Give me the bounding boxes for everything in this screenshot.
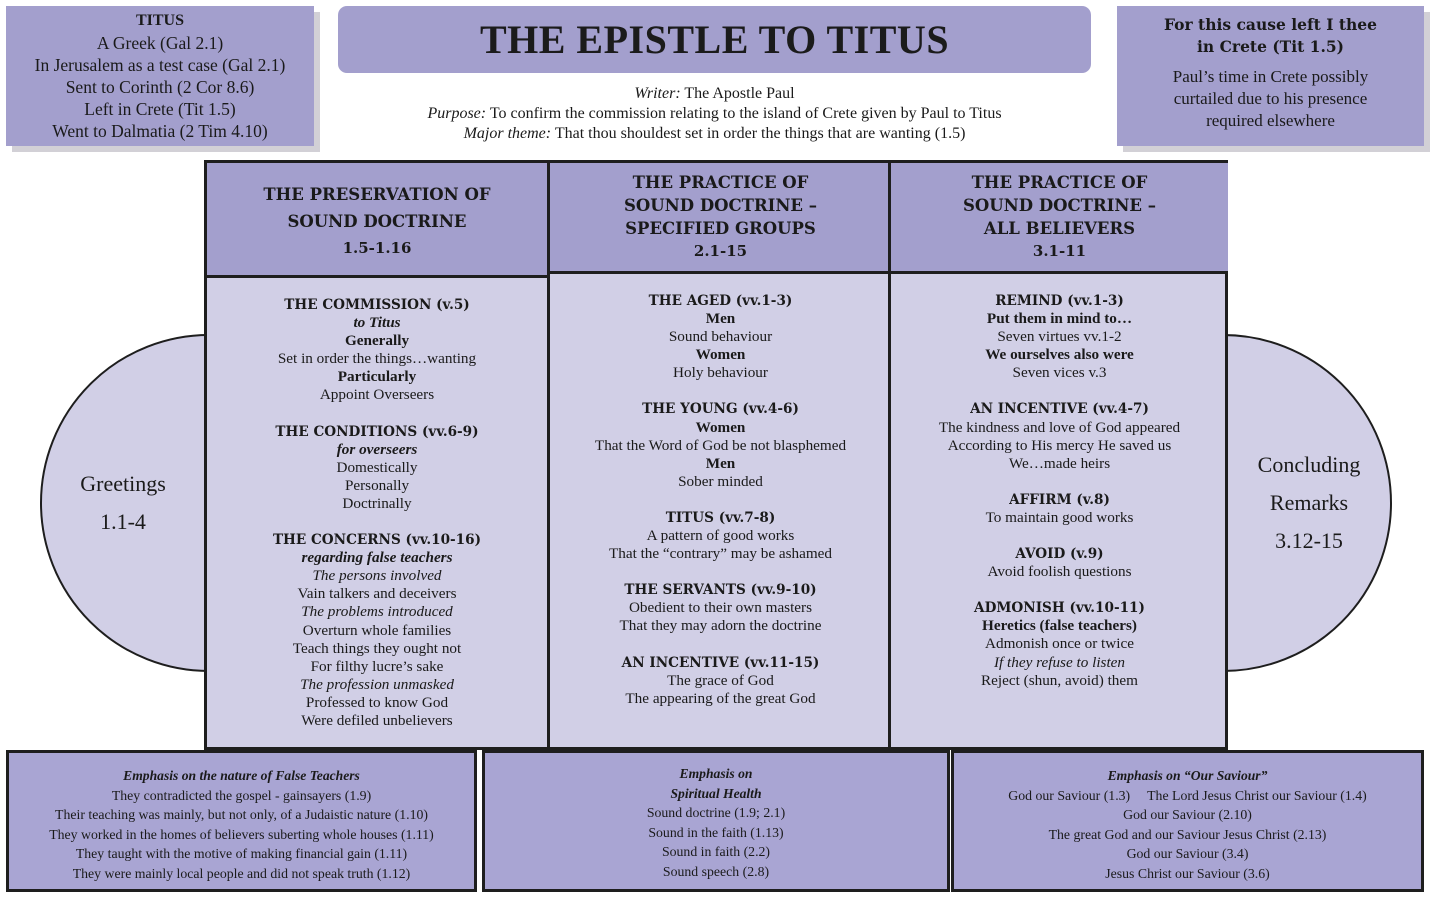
titus-box-title: TITUS <box>135 12 185 29</box>
emphasis-line: Jesus Christ our Saviour (3.6) <box>1105 865 1270 881</box>
outline-line: Sound behaviour <box>668 328 773 346</box>
outline-line: Set in order the things…wanting <box>277 350 477 368</box>
outline-line: We…made heirs <box>1008 454 1111 472</box>
outline-line: Sober minded <box>678 472 763 490</box>
outline-line: Doctrinally <box>342 494 412 512</box>
crete-note-box <box>1117 6 1424 146</box>
titus-fact: Went to Dalmatia (2 Tim 4.10) <box>52 121 268 141</box>
heading-ref: 2.1-15 <box>693 242 748 260</box>
outline-line: That they may adorn the doctrine <box>619 617 822 635</box>
emphasis-our-saviour <box>951 750 1424 892</box>
outline-line: Teach things they ought not <box>292 639 462 657</box>
concluding-label: Remarks <box>1269 490 1349 515</box>
outline-line: The profession unmasked <box>300 675 454 693</box>
concluding-ref: 3.12-15 <box>1275 528 1343 553</box>
outline-line: Were defiled unbelievers <box>301 711 453 729</box>
emphasis-line: God our Saviour (3.4) <box>1126 846 1249 862</box>
outline-line: The problems introduced <box>301 603 453 621</box>
outline-section <box>891 599 1228 689</box>
emphasis-heading: Emphasis on <box>679 766 753 781</box>
heading-line: SOUND DOCTRINE – <box>963 196 1156 215</box>
crete-note-line: curtailed due to his presence <box>1173 89 1368 108</box>
section-heading: TITUS (vv.7-8) <box>665 509 776 526</box>
emphasis-line: They taught with the motive of making financial gain (1.11) <box>75 846 408 862</box>
outline-line: Vain talkers and deceivers <box>297 585 457 603</box>
outline-line: If they refuse to listen <box>993 653 1126 671</box>
heading-line: THE PRACTICE OF <box>632 173 809 192</box>
purpose-value: To confirm the commission relating to the island of Crete given by Paul to Titus <box>489 105 1002 122</box>
outline-section <box>550 292 891 382</box>
outline-line: That the Word of God be not blasphemed <box>594 436 847 454</box>
outline-line: regarding false teachers <box>301 549 453 567</box>
outline-line: The appearing of the great God <box>625 689 816 707</box>
outline-line: Men <box>705 454 736 472</box>
emphasis-heading: Emphasis on the nature of False Teachers <box>123 768 360 783</box>
outline-section <box>207 531 547 730</box>
outline-line: Admonish once or twice <box>985 635 1134 653</box>
column-heading <box>550 163 891 274</box>
outline-section <box>550 509 891 563</box>
section-heading: THE CONCERNS (vv.10-16) <box>272 532 482 549</box>
column-all-believers <box>888 163 1228 747</box>
outline-line: Holy behaviour <box>673 364 768 382</box>
outline-line: Women <box>695 346 746 364</box>
outline-section <box>891 400 1228 472</box>
outline-line: The grace of God <box>667 671 774 689</box>
section-heading: THE CONDITIONS (vv.6-9) <box>275 423 479 440</box>
outline-line: A pattern of good works <box>646 527 795 545</box>
crete-note-line: required elsewhere <box>1206 111 1335 130</box>
emphasis-line: Sound in the faith (1.13) <box>648 824 784 840</box>
outline-line: The kindness and love of God appeared <box>938 418 1181 436</box>
heading-line: SOUND DOCTRINE – <box>624 196 817 215</box>
outline-line: Overturn whole families <box>302 621 452 639</box>
emphasis-line: Their teaching was mainly, but not only, of a Judaistic nature (1.10) <box>55 807 428 823</box>
outline-line: Put them in mind to… <box>986 310 1133 328</box>
outline-grid <box>204 160 1228 750</box>
outline-section <box>207 296 547 405</box>
outline-line: to Titus <box>353 314 401 332</box>
outline-line: Personally <box>344 476 410 494</box>
outline-section <box>891 491 1228 527</box>
emphasis-line: They contradicted the gospel - gainsayers (1.9) <box>111 787 372 803</box>
outline-line: According to His mercy He saved us <box>947 436 1172 454</box>
outline-line: Avoid foolish questions <box>987 563 1132 581</box>
outline-line: Seven virtues vv.1-2 <box>997 328 1122 346</box>
theme-label: Major theme: <box>463 125 552 142</box>
titus-fact: A Greek (Gal 2.1) <box>96 33 224 53</box>
outline-line: That the “contrary” may be ashamed <box>608 545 833 563</box>
section-heading: AVOID (v.9) <box>1015 546 1104 563</box>
outline-line: We ourselves also were <box>985 346 1134 364</box>
emphasis-line: God our Saviour (2.10) <box>1123 807 1252 823</box>
concluding-label: Concluding <box>1257 452 1361 477</box>
outline-line: Generally <box>344 332 410 350</box>
titus-info-box <box>6 6 314 146</box>
outline-line: for overseers <box>336 440 418 458</box>
greetings-label: Greetings <box>80 471 166 496</box>
writer-label: Writer: <box>634 85 681 102</box>
column-body <box>207 278 547 730</box>
titus-fact: Left in Crete (Tit 1.5) <box>84 99 236 119</box>
column-specified-groups <box>547 163 891 747</box>
titus-fact: In Jerusalem as a test case (Gal 2.1) <box>34 55 286 75</box>
theme-value: That thou shouldest set in order the things that are wanting (1.5) <box>554 125 966 142</box>
outline-line: For filthy lucre’s sake <box>310 657 444 675</box>
outline-line: Women <box>695 418 746 436</box>
emphasis-line: The great God and our Saviour Jesus Christ (2.13) <box>1048 826 1327 842</box>
outline-line: Heretics (false teachers) <box>982 617 1137 635</box>
emphasis-heading: Emphasis on “Our Saviour” <box>1107 768 1268 783</box>
emphasis-line: They were mainly local people and did not speak truth (1.12) <box>72 865 411 881</box>
outline-section <box>891 545 1228 581</box>
outline-line: Professed to know God <box>305 693 449 711</box>
heading-ref: 1.5-1.16 <box>342 238 412 257</box>
page-title: THE EPISTLE TO TITUS <box>338 6 1091 73</box>
crete-note-line: Paul’s time in Crete possibly <box>1172 67 1369 86</box>
crete-quote-line: in Crete (Tit 1.5) <box>1197 37 1344 56</box>
column-body <box>550 274 891 708</box>
outline-section <box>207 423 547 513</box>
outline-line: Particularly <box>337 368 417 386</box>
emphasis-heading: Spiritual Health <box>670 785 762 801</box>
section-heading: THE YOUNG (vv.4-6) <box>642 401 799 418</box>
emphasis-line: Sound speech (2.8) <box>662 863 770 879</box>
heading-line: SPECIFIED GROUPS <box>625 219 816 238</box>
emphasis-line: God our Saviour (1.3) The Lord Jesus Christ our Saviour (1.4) <box>1008 787 1367 803</box>
section-heading: AFFIRM (v.8) <box>1009 491 1110 508</box>
crete-quote-line: For this cause left I thee <box>1163 15 1377 34</box>
emphasis-line: Sound in faith (2.2) <box>661 844 771 860</box>
writer-line <box>338 84 1091 104</box>
section-heading: AN INCENTIVE (vv.11-15) <box>621 654 820 671</box>
outline-section <box>891 292 1228 382</box>
section-heading: THE COMMISSION (v.5) <box>284 297 470 313</box>
outline-section <box>550 581 891 635</box>
purpose-label: Purpose: <box>427 105 487 122</box>
outline-line: To maintain good works <box>985 508 1134 526</box>
column-heading <box>891 163 1228 274</box>
emphasis-false-teachers <box>6 750 477 892</box>
section-heading: ADMONISH (vv.10-11) <box>974 600 1145 617</box>
outline-section <box>550 654 891 708</box>
outline-section <box>550 400 891 490</box>
emphasis-line: They worked in the homes of believers suberting whole houses (1.11) <box>49 826 434 842</box>
column-preservation <box>207 163 547 747</box>
column-body <box>891 274 1228 690</box>
greetings-ref: 1.1-4 <box>100 509 146 534</box>
outline-line: Domestically <box>336 458 418 476</box>
heading-line: THE PRESERVATION OF <box>263 184 491 204</box>
heading-ref: 3.1-11 <box>1032 242 1087 260</box>
column-heading <box>207 163 547 278</box>
outline-line: Obedient to their own masters <box>628 599 813 617</box>
section-heading: AN INCENTIVE (vv.4-7) <box>970 401 1149 418</box>
section-heading: THE SERVANTS (vv.9-10) <box>624 582 817 599</box>
section-heading: REMIND (vv.1-3) <box>995 293 1124 309</box>
epistle-summary <box>338 84 1091 144</box>
outline-line: Men <box>705 310 736 328</box>
outline-line: Reject (shun, avoid) them <box>981 671 1138 689</box>
section-heading: THE AGED (vv.1-3) <box>648 293 793 309</box>
outline-line: The persons involved <box>312 567 442 585</box>
emphasis-line: Sound doctrine (1.9; 2.1) <box>646 805 786 821</box>
emphasis-spiritual-health <box>482 750 950 892</box>
titus-fact: Sent to Corinth (2 Cor 8.6) <box>65 77 255 97</box>
heading-line: THE PRACTICE OF <box>971 173 1148 192</box>
purpose-line <box>338 104 1091 124</box>
outline-line: Seven vices v.3 <box>1012 364 1107 382</box>
heading-line: ALL BELIEVERS <box>983 219 1136 238</box>
theme-line <box>338 124 1091 144</box>
writer-value: The Apostle Paul <box>684 85 795 102</box>
heading-line: SOUND DOCTRINE <box>287 211 467 231</box>
outline-line: Appoint Overseers <box>319 386 435 404</box>
